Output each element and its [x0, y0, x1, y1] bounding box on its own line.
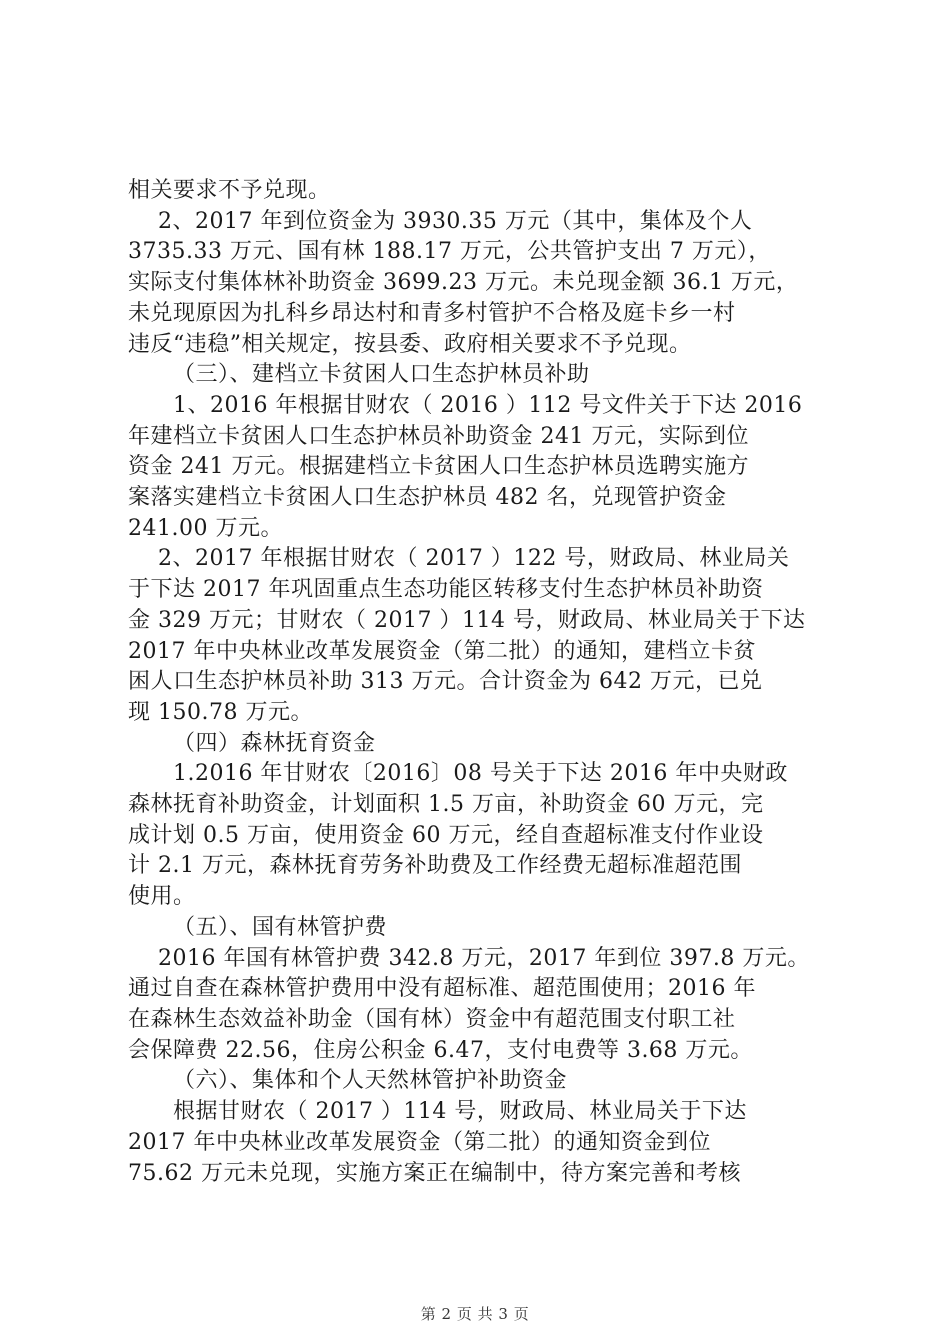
text-line: （五）、国有林管护费: [128, 914, 387, 940]
text-line: 未兑现原因为扎科乡昂达村和青多村管护不合格及庭卡乡一村: [128, 300, 736, 326]
text-line: 案落实建档立卡贫困人口生态护林员 482 名，兑现管护资金: [128, 485, 727, 511]
text-line: 75.62 万元未兑现，实施方案正在编制中，待方案完善和考核: [128, 1160, 741, 1186]
text-line: 违反“违稳”相关规定，按县委、政府相关要求不予兑现。: [128, 331, 692, 357]
text-line: 2、2017 年根据甘财农（ 2017 ）122 号，财政局、林业局关: [128, 546, 790, 572]
text-line: 年建档立卡贫困人口生态护林员补助资金 241 万元，实际到位: [128, 423, 749, 449]
text-line: 实际支付集体林补助资金 3699.23 万元。未兑现金额 36.1 万元，: [128, 270, 799, 296]
text-line: 现 150.78 万元。: [128, 699, 313, 725]
text-line: 相关要求不予兑现。: [128, 178, 331, 203]
body-text: [128, 176, 838, 1189]
text-line: 根据甘财农（ 2017 ）114 号，财政局、林业局关于下达: [128, 1099, 747, 1125]
text-line: 2、2017 年到位资金为 3930.35 万元（其中，集体及个人: [128, 208, 753, 234]
text-line: 于下达 2017 年巩固重点生态功能区转移支付生态护林员补助资: [128, 577, 764, 603]
text-line: 1.2016 年甘财农〔2016〕08 号关于下达 2016 年中央财政: [128, 761, 788, 787]
text-line: 1、2016 年根据甘财农（ 2016 ）112 号文件关于下达 2016: [128, 392, 803, 418]
text-line: 241.00 万元。: [128, 515, 283, 541]
text-line: 2017 年中央林业改革发展资金（第二批）的通知资金到位: [128, 1129, 711, 1155]
text-line: 资金 241 万元。根据建档立卡贫困人口生态护林员选聘实施方: [128, 454, 749, 480]
text-line: 困人口生态护林员补助 313 万元。合计资金为 642 万元，已兑: [128, 669, 763, 695]
text-line: 通过自查在森林管护费用中没有超标准、超范围使用；2016 年: [128, 976, 756, 1002]
text-line: （三）、建档立卡贫困人口生态护林员补助: [128, 362, 590, 388]
text-line: 2017 年中央林业改革发展资金（第二批）的通知，建档立卡贫: [128, 638, 756, 664]
text-line: （四）森林抚育资金: [128, 730, 376, 756]
page-footer: 第 2 页 共 3 页: [420, 1305, 530, 1323]
text-line: 会保障费 22.56，住房公积金 6.47，支付电费等 3.68 万元。: [128, 1037, 753, 1063]
text-line: 在森林生态效益补助金（国有林）资金中有超范围支付职工社: [128, 1006, 736, 1032]
text-line: 金 329 万元；甘财农（ 2017 ）114 号，财政局、林业局关于下达: [128, 607, 806, 633]
text-line: 使用。: [128, 884, 196, 910]
text-line: 成计划 0.5 万亩，使用资金 60 万元，经自查超标准支付作业设: [128, 822, 764, 848]
text-line: （六）、集体和个人天然林管护补助资金: [128, 1068, 567, 1094]
text-line: 2016 年国有林管护费 342.8 万元，2017 年到位 397.8 万元。: [128, 945, 810, 971]
text-line: 森林抚育补助资金，计划面积 1.5 万亩，补助资金 60 万元，完: [128, 792, 764, 818]
text-line: 3735.33 万元、国有林 188.17 万元，公共管护支出 7 万元），: [128, 239, 771, 265]
text-line: 计 2.1 万元，森林抚育劳务补助费及工作经费无超标准超范围: [128, 853, 742, 879]
